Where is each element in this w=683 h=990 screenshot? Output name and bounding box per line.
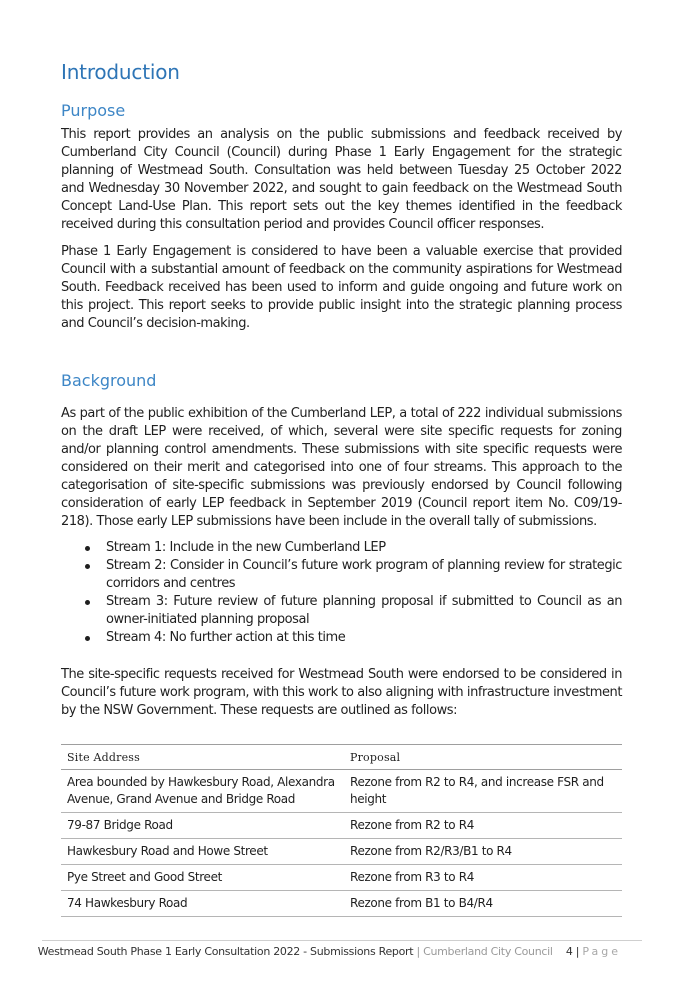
table-header-row (61, 745, 622, 770)
bullet-icon (85, 600, 90, 605)
list-item: Stream 2: Consider in Council’s future work program of planning review for strategic corridors and centres (61, 557, 622, 593)
site-address-cell: 74 Hawkesbury Road (61, 891, 342, 917)
proposal-cell: Rezone from R2/R3/B1 to R4 (342, 839, 622, 865)
proposal-cell: Rezone from R3 to R4 (342, 865, 622, 891)
proposal-cell: Rezone from R2 to R4 (342, 813, 622, 839)
purpose-heading: Purpose (61, 101, 126, 120)
site-address-cell: Area bounded by Hawkesbury Road, Alexandra Avenue, Grand Avenue and Bridge Road (61, 770, 342, 813)
column-header-proposal: Proposal (342, 745, 622, 770)
proposal-cell: Rezone from B1 to B4/R4 (342, 891, 622, 917)
footer-report-title: Westmead South Phase 1 Early Consultation 2022 - Submissions Report (37, 945, 414, 958)
footer-council-name: Cumberland City Council (423, 945, 553, 958)
background-heading: Background (61, 371, 157, 390)
proposal-cell: Rezone from R2 to R4, and increase FSR and height (342, 770, 622, 813)
footer-separator: | (416, 945, 420, 958)
site-address-cell: 79-87 Bridge Road (61, 813, 342, 839)
footer-divider (42, 940, 642, 941)
list-item: Stream 4: No further action at this time (61, 629, 622, 647)
introduction-heading: Introduction (61, 60, 180, 84)
list-item: Stream 3: Future review of future planning proposal if submitted to Council as an owner-initiated planning proposal (61, 593, 622, 629)
bullet-icon (85, 546, 90, 551)
purpose-paragraph-2: Phase 1 Early Engagement is considered to have been a valuable exercise that provided Council with a substantial amount of feedback on the community aspirations for Westmead South. Feedback received has been used to inform and guide ongoing and future work on this project. This report seeks to provide public insight into the strategic planning process and Council’s decision-making. (61, 244, 622, 331)
table-row (61, 813, 622, 839)
table-row (61, 891, 622, 917)
site-address-cell: Hawkesbury Road and Howe Street (61, 839, 342, 865)
footer-page-separator: | (575, 945, 580, 958)
page-footer (38, 945, 621, 958)
list-item: Stream 1: Include in the new Cumberland LEP (61, 539, 622, 557)
background-paragraph-2: The site-specific requests received for Westmead South were endorsed to be considered in Council’s future work program, with this work to also aligning with infrastructure investment by the NSW Government. These requests are outlined as follows: (61, 667, 622, 718)
bullet-icon (85, 636, 90, 641)
column-header-site-address: Site Address (61, 745, 342, 770)
table-row (61, 865, 622, 891)
streams-list (61, 539, 622, 647)
purpose-paragraph-1: This report provides an analysis on the public submissions and feedback received by Cumberland City Council (Council) during Phase 1 Early Engagement for the strategic planning of Westmead South. Consultation was held between Tuesday 25 October 2022 and Wednesday 30 November 2022, and sought to gain feedback on the Westmead South Concept Land-Use Plan. This report sets out the key themes identified in the feedback received during this consultation period and provides Council officer responses. (61, 127, 622, 232)
table-row (61, 770, 622, 813)
footer-page-word: Page (582, 945, 621, 958)
site-address-cell: Pye Street and Good Street (61, 865, 342, 891)
footer-page-number: 4 (565, 945, 573, 958)
background-paragraph-1: As part of the public exhibition of the Cumberland LEP, a total of 222 individual submissions on the draft LEP were received, of which, several were site specific requests for zoning and/or planning control amendments. These submissions with site specific requests were considered on their merit and categorised into one of four streams. This approach to the categorisation of site-specific submissions was previously endorsed by Council following consideration of early LEP feedback in September 2019 (Council report item No. C09/19-218). Those early LEP submissions have been include in the overall tally of submissions. (61, 406, 622, 529)
table-row (61, 839, 622, 865)
bullet-icon (85, 564, 90, 569)
site-requests-table (61, 744, 622, 917)
